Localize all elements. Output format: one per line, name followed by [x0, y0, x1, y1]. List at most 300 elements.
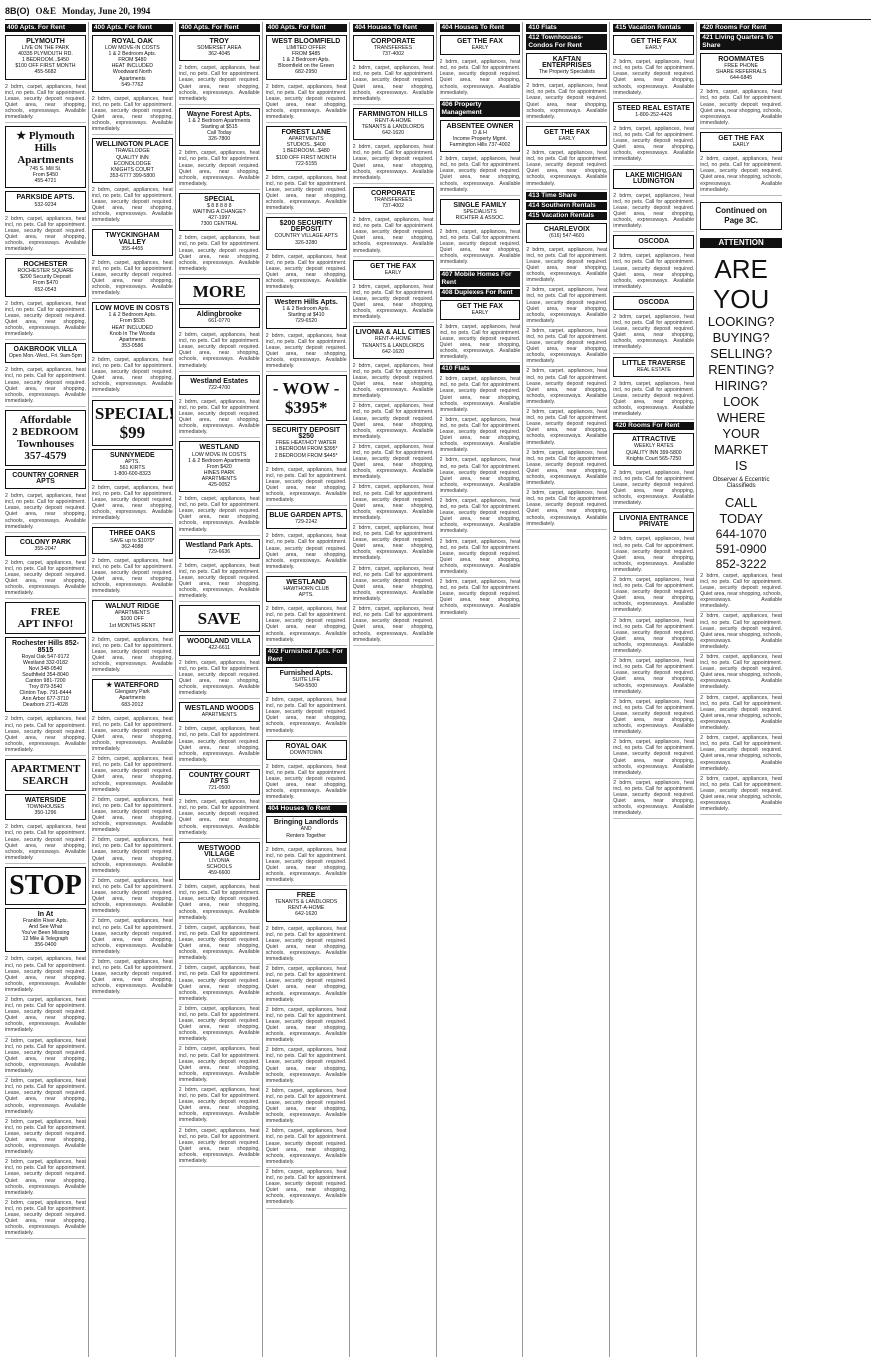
ad-line: $100 OFF FIRST MONTH [15, 63, 76, 70]
ad-line: FOREST LANE [281, 129, 331, 137]
ad-line: 1-800-600-8323 [113, 470, 151, 477]
classifieds-promo [700, 238, 782, 572]
ad-line: $99 [119, 422, 146, 442]
ad-line: APARTMENTS [288, 136, 324, 143]
ad-line: And See What [28, 924, 63, 931]
classified-text: 2 bdrm, carpet, appliances, heat incl, no pets. Call for appointment. Lease, security deposit required. Quiet area, near shopping, schools, expressways. Available immediately. [5, 996, 86, 1037]
ad-line: From $450 [32, 172, 58, 179]
classified-text: 2 bdrm, carpet, appliances, heat incl, no pets. Call for appointment. Lease, security deposit required. Quiet area, near shopping, schools, expressways. Available immediately. [353, 362, 434, 403]
classified-text: 2 bdrm, carpet, appliances, heat incl, no pets. Call for appointment. Lease, security deposit required. Quiet area, near shopping, schools, expressways. Available immediately. [179, 331, 260, 372]
continued-note [700, 202, 782, 230]
ad-line: WATERSIDE [24, 797, 66, 805]
display-ad [613, 169, 694, 189]
display-ad [266, 816, 347, 842]
promo-word: CALL [724, 494, 758, 510]
section-heading: 408 Duplexes For Rent [440, 289, 521, 297]
ad-line: Bloomfield on the Green [278, 63, 335, 70]
ad-line: In At [37, 910, 54, 918]
promo-word: IS [734, 457, 748, 473]
classified-text: 2 bdrm, carpet, appliances, heat incl, no pets. Call for appointment. Lease, security deposit required. Quiet area, near shopping, schools, expressways. Available immediately. [5, 715, 86, 756]
ad-line: 326-3280 [295, 239, 318, 246]
page-number: 8B(O) [5, 6, 30, 16]
classified-text: 2 bdrm, carpet, appliances, heat incl, no pets. Call for appointment. Lease, security deposit required. Quiet area, near shopping, schools, expressways. Available immediately. [353, 402, 434, 443]
classified-text: 2 bdrm, carpet, appliances, heat incl, no pets. Call for appointment. Lease, security deposit required. Quiet area, near shopping, schools, expressways. Available immediately. [613, 698, 694, 739]
ad-line: GET THE FAX [543, 128, 590, 136]
masthead [5, 6, 871, 20]
display-ad [266, 889, 347, 921]
section-heading: 400 Apts. For Rent [179, 24, 260, 32]
display-ad [266, 424, 347, 462]
ad-line: - WOW - [272, 379, 340, 399]
classified-text: 2 bdrm, carpet, appliances, heat incl, no pets. Call for appointment. Lease, security deposit required. Quiet area, near shopping, schools, expressways. Available immediately. [440, 456, 521, 497]
ad-line: 1 BEDROOM...$450 [21, 57, 69, 64]
ad-line: LIVONIA & ALL CITIES [355, 329, 431, 337]
display-ad [5, 908, 86, 953]
ad-line: Woodward North [112, 69, 152, 76]
ad-line: Open Mon.-Wed., Fri. 9am-5pm [8, 353, 83, 360]
ad-line: Westland Park Apts. [185, 541, 253, 549]
ad-line: OAKBROOK VILLA [13, 346, 78, 354]
ad-line: 549-5500 [295, 682, 318, 689]
display-ad [5, 343, 86, 363]
section-heading: 413 Time Share [526, 192, 607, 200]
classified-text: 2 bdrm, carpet, appliances, heat incl, no pets. Call for appointment. Lease, security deposit required. Quiet area, near shopping, schools, expressways. Available immediately. [266, 1087, 347, 1128]
classified-text: 2 bdrm, carpet, appliances, heat incl, no pets. Call for appointment. Lease, security deposit required. Quiet area, near shopping, schools, expressways. Available immediately. [92, 484, 173, 525]
display-ad [266, 576, 347, 602]
ad-line: 40335 PLYMOUTH RD. [18, 51, 73, 58]
classified-text: 2 bdrm, carpet, appliances, heat incl, no pets. Call for appointment. Lease, security deposit required. Quiet area, near shopping, schools, expressways. Available immediately. [92, 259, 173, 300]
ad-line: 12 Mile & Telegraph [22, 936, 69, 943]
ad-line: GET THE FAX [630, 38, 677, 45]
classified-text: 2 bdrm, carpet, appliances, heat incl, no pets. Call for appointment. Lease, security deposit required. Quiet area, near shopping, schools, expressways. Available immediately. [92, 356, 173, 397]
display-ad [526, 53, 607, 79]
ad-line: 355-4455 [121, 245, 144, 252]
classified-text: 2 bdrm, carpet, appliances, heat incl, no pets. Call for appointment. Lease, security deposit required. Quiet area, near shopping, schools, expressways. Available immediately. [179, 924, 260, 965]
ad-line: Novi 348-0540 [28, 665, 63, 672]
ad-line: ROOMMATES [718, 56, 765, 63]
classified-text: 2 bdrm, carpet, appliances, heat incl, no pets. Call for appointment. Lease, security deposit required. Quiet area, near shopping, schools, expressways. Available immediately. [5, 1158, 86, 1199]
ad-line: QUALITY INN 399-5800 [625, 449, 682, 456]
ad-line: 353-6777 399-5800 [109, 172, 155, 179]
ad-line: 729-2242 [295, 519, 318, 526]
classified-text: 2 bdrm, carpet, appliances, heat incl, no pets. Call for appointment. Lease, security deposit required. Quiet area, near shopping, schools, expressways. Available immediately. [179, 1086, 260, 1127]
ad-line: 422-6611 [208, 645, 231, 652]
ad-line: APTS. [124, 458, 140, 465]
display-ad [700, 132, 782, 152]
ad-title: ★ Plymouth Hills Apartments [16, 130, 75, 167]
ad-line: CORPORATE [370, 38, 416, 45]
ad-line: APARTMENTS [114, 610, 150, 617]
ad-line: Renters Together [286, 832, 326, 839]
display-ad [92, 35, 173, 92]
classified-text: 2 bdrm, carpet, appliances, heat incl, no pets. Call for appointment. Lease, security deposit required. Quiet area, near shopping, schools, expressways. Available immediately. [266, 253, 347, 294]
ad-line: WESTLAND [199, 444, 240, 452]
classified-text: 2 bdrm, carpet, appliances, heat incl, no pets. Call for appointment. Lease, security deposit required. Quiet area, near shopping, schools, expressways. Available immediately. [700, 88, 782, 129]
ad-line: FROM $485 [292, 51, 321, 58]
ad-line: Canton 981-7200 [25, 678, 66, 684]
ad-line: MORE [192, 281, 246, 301]
ad-line: Westland Estates [190, 377, 249, 385]
ad-line: GET THE FAX [370, 262, 416, 270]
ad-line: LOW MOVE IN COSTS [95, 305, 170, 313]
display-ad [179, 441, 260, 492]
ad-line: WOODLAND VILLA [187, 638, 252, 646]
classified-text: 2 bdrm, carpet, appliances, heat incl, no pets. Call for appointment. Lease, security deposit required. Quiet area, near shopping, schools, expressways. Available immediately. [179, 495, 260, 536]
ad-line: 642-1620 [382, 348, 405, 355]
ad-line: 642-1620 [382, 130, 405, 137]
classified-text: 2 bdrm, carpet, appliances, heat incl, no pets. Call for appointment. Lease, security deposit required. Quiet area, near shopping, schools, expressways. Available immediately. [353, 483, 434, 524]
display-ad [613, 512, 694, 532]
classified-text: 2 bdrm, carpet, appliances, heat incl, no pets. Call for appointment. Lease, security deposit required. Quiet area, near shopping, schools, expressways. Available immediately. [613, 58, 694, 99]
classified-text: 2 bdrm, carpet, appliances, heat incl, no pets. Call for appointment. Lease, security deposit required. Quiet area, near shopping, schools, expressways. Available immediately. [266, 174, 347, 215]
display-ad [92, 679, 173, 711]
classified-text: 2 bdrm, carpet, appliances, heat incl, no pets. Call for appointment. Lease, security deposit required. Quiet area, near shopping, schools, expressways. Available immediately. [266, 605, 347, 646]
classified-text: 2 bdrm, carpet, appliances, heat incl, no pets. Call for appointment. Lease, security deposit required. Quiet area, near shopping, schools, expressways. Available immediately. [526, 286, 607, 327]
section-heading: 410 Flats [526, 24, 607, 32]
ad-line: From $535 [119, 318, 145, 325]
ad-line: COUNTRY CORNER APTS [12, 471, 79, 486]
classified-text: 2 bdrm, carpet, appliances, heat incl, no pets. Call for appointment. Lease, security deposit required. Quiet area, near shopping, schools, expressways. Available immediately. [700, 694, 782, 735]
ad-line: 729-6636 [208, 548, 231, 555]
headline-ad [92, 400, 173, 446]
ad-line: RENT-A-HOME [374, 336, 412, 343]
display-ad [5, 258, 86, 296]
ad-line: ABSENTEE OWNER [446, 122, 514, 130]
classified-text: 2 bdrm, carpet, appliances, heat incl, no pets. Call for appointment. Lease, security deposit required. Quiet area, near shopping, schools, expressways. Available immediately. [92, 557, 173, 598]
display-ad [179, 308, 260, 328]
ad-line: 355-2047 [34, 545, 57, 552]
ad-line: LIMITED OFFER [286, 45, 326, 52]
promo-word: RENTING? [708, 361, 774, 377]
display-ad [92, 138, 173, 183]
display-ad [353, 326, 434, 358]
classified-text: 2 bdrm, carpet, appliances, heat incl, no pets. Call for appointment. Lease, security deposit required. Quiet area, near shopping, schools, expressways. Available immediately. [266, 83, 347, 124]
ad-line: 661-0770 [208, 318, 231, 324]
ad-line: Rochester Hills 852-8515 [11, 640, 79, 654]
headline-ad [5, 602, 86, 634]
ad-line: TENANTS & LANDLORDS [361, 342, 425, 349]
ad-line: Westland 332-0182 [22, 659, 68, 666]
classified-text: 2 bdrm, carpet, appliances, heat incl, no pets. Call for appointment. Lease, security deposit required. Quiet area, near shopping, schools, expressways. Available immediately. [353, 524, 434, 565]
classified-text: 2 bdrm, carpet, appliances, heat incl, no pets. Call for appointment. Lease, security deposit required. Quiet area, near shopping, schools, expressways. Available immediately. [179, 964, 260, 1005]
classified-text: 2 bdrm, carpet, appliances, heat incl, no pets. Call for appointment. Lease, security deposit required. Quiet area, near shopping, schools, expressways. Available immediately. [179, 1045, 260, 1086]
ad-line: SINGLE FAMILY [453, 201, 507, 209]
section-heading: 400 Apts. For Rent [5, 24, 86, 32]
section-heading: 420 Rooms For Rent [613, 422, 694, 430]
ad-line: Southfield 354-8040 [22, 671, 69, 678]
ad-line: HEAT INCLUDED [111, 324, 153, 331]
classified-columns [5, 22, 871, 1357]
ad-line: GET THE FAX [456, 38, 503, 45]
ad-line: FARMINGTON HILLS [358, 110, 428, 118]
classified-text: 2 bdrm, carpet, appliances, heat incl, no pets. Call for appointment. Lease, security deposit required. Quiet area, near shopping, schools, expressways. Available immediately. [700, 734, 782, 775]
classified-text: 2 bdrm, carpet, appliances, heat incl, no pets. Call for appointment. Lease, security deposit required. Quiet area, near shopping, schools, expressways. Available immediately. [440, 538, 521, 579]
classified-text: 2 bdrm, carpet, appliances, heat incl, no pets. Call for appointment. Lease, security deposit required. Quiet area, near shopping, schools, expressways. Available immediately. [353, 143, 434, 184]
ad-line: PARKSIDE APTS. [16, 194, 75, 202]
display-ad [92, 229, 173, 255]
ad-line: WAITING A CHANGE? [192, 209, 246, 216]
ad-line: Glengarry Park [114, 689, 150, 696]
ad-line: Townhouses [16, 437, 74, 450]
ad-line: RICHTER & ASSOC. [455, 214, 505, 221]
ad-line: APTS. [298, 592, 314, 599]
ad-line: APARTMENT [10, 763, 81, 776]
classified-text: 2 bdrm, carpet, appliances, heat incl, no pets. Call for appointment. Lease, security deposit required. Quiet area, near shopping, schools, expressways. Available immediately. [92, 836, 173, 877]
section-heading: 406 Property Management [440, 101, 521, 117]
section-heading: 415 Vacation Rentals [613, 24, 694, 32]
ad-line: ★ WATERFORD [105, 682, 159, 690]
section-heading: 415 Vacation Rentals [526, 212, 607, 220]
classified-text: 2 bdrm, carpet, appliances, heat incl, no pets. Call for appointment. Lease, security deposit required. Quiet area, near shopping, schools, expressways. Available immediately. [179, 1127, 260, 1168]
ad-line: BLUE GARDEN APTS. [269, 512, 343, 520]
ad-line: QUALITY INN [116, 154, 149, 161]
column-1 [5, 22, 89, 1357]
column-5 [353, 22, 437, 1357]
ad-line: 362-4088 [121, 543, 144, 550]
ad-line: 737-4002 [382, 51, 405, 58]
ad-line: Call Today [207, 130, 232, 137]
ad-line: ROYAL OAK [285, 742, 327, 750]
ad-line: (616) 547-4601 [549, 232, 585, 239]
classified-text: 2 bdrm, carpet, appliances, heat incl, no pets. Call for appointment. Lease, security deposit required. Quiet area, near shopping, schools, expressways. Available immediately. [92, 755, 173, 796]
classified-text: 2 bdrm, carpet, appliances, heat incl, no pets. Call for appointment. Lease, security deposit required. Quiet area, near shopping, schools, expressways. Available immediately. [700, 775, 782, 816]
classified-text: 2 bdrm, carpet, appliances, heat incl, no pets. Call for appointment. Lease, security deposit required. Quiet area, near shopping, schools, expressways. Available immediately. [526, 327, 607, 368]
ad-line: WALNUT RIDGE [105, 603, 160, 611]
display-ad [92, 600, 173, 632]
display-ad [266, 217, 347, 249]
display-ad [526, 126, 607, 146]
classified-text: 2 bdrm, carpet, appliances, heat incl, no pets. Call for appointment. Lease, security deposit required. Quiet area, near shopping, schools, expressways. Available immediately. [613, 192, 694, 233]
ad-line: TRAVELODGE [114, 148, 150, 155]
display-ad [5, 35, 86, 80]
classified-text: 2 bdrm, carpet, appliances, heat incl, no pets. Call for appointment. Lease, security deposit required. Quiet area, near shopping, schools, expressways. Available immediately. [526, 408, 607, 449]
ad-line: STEED REAL ESTATE [617, 104, 691, 112]
ad-line: GET THE FAX [456, 302, 503, 310]
ad-line: ECONOLODGE [113, 160, 151, 167]
promo-word: HIRING? [714, 377, 768, 393]
ad-line: TENANTS & LANDLORDS [361, 124, 425, 131]
section-heading: 421 Living Quarters To Share [700, 34, 782, 50]
headline-ad [266, 375, 347, 421]
display-ad [440, 199, 521, 225]
display-ad [5, 191, 86, 211]
display-ad [613, 35, 694, 55]
headline-ad [5, 410, 86, 466]
ad-line: SPECIALISTS [463, 208, 497, 215]
phone-list-ad [5, 637, 86, 712]
section-heading: 404 Houses To Rent [353, 24, 434, 32]
ad-line: SOMERSET AREA [197, 45, 242, 52]
classified-text: 2 bdrm, carpet, appliances, heat incl, no pets. Call for appointment. Lease, security deposit required. Quiet area, near shopping, schools, expressways. Available immediately. [353, 216, 434, 257]
ad-line: From $420 [206, 463, 232, 470]
ad-line: D & H [473, 129, 487, 136]
promo-word: ARE [714, 253, 768, 284]
column-4 [266, 22, 350, 1357]
display-ad [92, 449, 173, 481]
ad-line: TRANSFEREES [373, 196, 413, 203]
display-ad [353, 35, 434, 61]
display-ad [266, 509, 347, 529]
classified-text: 2 bdrm, carpet, appliances, heat incl, no pets. Call for appointment. Lease, security deposit required. Quiet area, near shopping, schools, expressways. Available immediately. [266, 466, 347, 507]
ad-line: From $470 [32, 280, 58, 287]
promo-word: TODAY [719, 510, 763, 526]
ad-line: CORPORATE [370, 189, 416, 197]
ad-line: STOP [9, 869, 82, 901]
display-ad [179, 842, 260, 880]
ad-line: 642-1620 [295, 911, 318, 918]
ad-line: FREE [296, 892, 316, 900]
classified-text: 2 bdrm, carpet, appliances, heat incl, no pets. Call for appointment. Lease, security deposit required. Quiet area, near shopping, schools, expressways. Available immediately. [526, 149, 607, 190]
ad-line: Furnished Apts. [279, 669, 333, 677]
classified-text: 2 bdrm, carpet, appliances, heat incl, no pets. Call for appointment. Lease, security deposit required. Quiet area, near shopping, schools, expressways. Available immediately. [266, 846, 347, 887]
ad-line: HAWTHORN CLUB [283, 586, 329, 592]
classified-text: 2 bdrm, carpet, appliances, heat incl, no pets. Call for appointment. Lease, security deposit required. Quiet area, near shopping, schools, expressways. Available immediately. [5, 215, 86, 256]
display-ad [613, 102, 694, 122]
ad-line: COUNTRY COURT APTS [188, 771, 250, 785]
ad-line: 7300 CENTRAL [200, 221, 238, 228]
classified-text: 2 bdrm, carpet, appliances, heat incl, no pets. Call for appointment. Lease, security deposit required. Quiet area, near shopping, schools, expressways. Available immediately. [5, 366, 86, 407]
ad-line: Aldingbrooke [196, 310, 242, 318]
classified-text: 2 bdrm, carpet, appliances, heat incl, no pets. Call for appointment. Lease, security deposit required. Quiet area, near shopping, schools, expressways. Available immediately. [92, 877, 173, 918]
paper-name: O&E [35, 6, 57, 16]
classified-text: 2 bdrm, carpet, appliances, heat incl, no pets. Call for appointment. Lease, security deposit required. Quiet area, near shopping, schools, expressways. Available immediately. [5, 1118, 86, 1159]
classified-text: 2 bdrm, carpet, appliances, heat incl, no pets. Call for appointment. Lease, security deposit required. Quiet area, near shopping, schools, expressways. Available immediately. [179, 1005, 260, 1046]
ad-line: ROCHESTER [23, 261, 68, 269]
classified-text: 2 bdrm, carpet, appliances, heat incl, no pets. Call for appointment. Lease, security deposit required. Quiet area, near shopping, schools, expressways. Available immediately. [92, 958, 173, 999]
ad-line: 1 & 2 Bedroom Apartments [188, 117, 251, 124]
ad-line: LITTLE TRAVERSE [622, 359, 686, 367]
ad-line: TOWNHOUSES [26, 804, 65, 811]
ad-line: Apartments [119, 695, 146, 702]
section-heading: 420 Rooms For Rent [700, 24, 782, 32]
ad-line: RENT-A-HOME [374, 117, 412, 124]
classified-text: 2 bdrm, carpet, appliances, heat incl, no pets. Call for appointment. Lease, security deposit required. Quiet area, near shopping, schools, expressways. Available immediately. [92, 186, 173, 227]
classified-text: 2 bdrm, carpet, appliances, heat incl, no pets. Call for appointment. Lease, security deposit required. Quiet area, near shopping, schools, expressways. Available immediately. [613, 617, 694, 658]
classified-text: 2 bdrm, carpet, appliances, heat incl, no pets. Call for appointment. Lease, security deposit required. Quiet area, near shopping, schools, expressways. Available immediately. [5, 300, 86, 341]
ad-line: PLYMOUTH [26, 38, 65, 45]
ad-line: GET THE FAX [718, 134, 765, 142]
ad-line: LAKE MICHIGAN LUDINGTON [625, 171, 682, 185]
ad-line: Starting at $410 [287, 312, 325, 319]
promo-word: LOOK [723, 393, 760, 409]
ad-line: 459-6600 [208, 870, 231, 877]
classified-text: 2 bdrm, carpet, appliances, heat incl, no pets. Call for appointment. Lease, security deposit required. Quiet area, near shopping, schools, expressways. Available immediately. [92, 95, 173, 136]
ad-line: LIVONIA [209, 857, 230, 864]
ad-line: 1 BEDROOM FROM $395* [274, 446, 338, 453]
ad-line: 1 & 2 Bedroom Apts. [108, 51, 157, 58]
ad-line: 745 S. Mill St. [29, 166, 62, 173]
ad-line: Knights Court 565-7250 [626, 455, 682, 462]
classified-text: 2 bdrm, carpet, appliances, heat incl, no pets. Call for appointment. Lease, security deposit required. Quiet area, near shopping, schools, expressways. Available immediately. [5, 955, 86, 996]
ad-line: RENT-A-HOME [287, 905, 325, 912]
ad-line: 644-6845 [730, 75, 753, 82]
classified-text: 2 bdrm, carpet, appliances, heat incl, no pets. Call for appointment. Lease, security deposit required. Quiet area, near shopping, schools, expressways. Available immediately. [440, 375, 521, 416]
display-ad [179, 375, 260, 395]
ad-line: 737-4002 [382, 202, 405, 209]
display-ad [92, 302, 173, 353]
ad-line: SUNNYMEDE [109, 451, 155, 459]
ad-line: 326-7800 [208, 136, 231, 143]
display-ad [266, 740, 347, 760]
classified-text: 2 bdrm, carpet, appliances, heat incl, no pets. Call for appointment. Lease, security deposit required. Quiet area, near shopping, schools, expressways. Available immediately. [266, 696, 347, 737]
promo-word: YOU [712, 283, 770, 314]
classified-text: 2 bdrm, carpet, appliances, heat incl, no pets. Call for appointment. Lease, security deposit required. Quiet area, near shopping, schools, expressways. Available immediately. [700, 155, 782, 196]
classified-text: 2 bdrm, carpet, appliances, heat incl, no pets. Call for appointment. Lease, security deposit required. Quiet area, near shopping, schools, expressways. Available immediately. [440, 416, 521, 457]
ad-line: SEARCH [22, 775, 69, 788]
classified-text: 2 bdrm, carpet, appliances, heat incl, no pets. Call for appointment. Lease, security deposit required. Quiet area, near shopping, schools, expressways. Available immediately. [92, 917, 173, 958]
ad-line: WESTLAND [286, 578, 326, 586]
ad-line: EARLY [471, 309, 489, 316]
ad-line: 357-4579 [24, 449, 67, 462]
ad-line: 2 BEDROOM FROM $445* [274, 452, 338, 459]
ad-line: EARLY [732, 142, 750, 149]
ad-line: SECURITY DEPOSIT $250 [272, 427, 341, 441]
ad-line: HEAT INCLUDED [111, 63, 153, 70]
ad-line: WESTWOOD VILLAGE [197, 844, 241, 858]
display-ad [179, 769, 260, 795]
ad-line: COUNTRY VILLAGE APTS [274, 233, 338, 240]
ad-line: WESTLAND WOODS [184, 705, 254, 713]
display-ad [613, 235, 694, 249]
headline-ad [179, 605, 260, 632]
headline-ad [5, 867, 86, 905]
ad-line: 1 & 2 Bedroom Apartments [188, 457, 251, 464]
ad-line: SUITE LIFE [292, 676, 320, 683]
issue-date: Monday, June 20, 1994 [62, 6, 151, 16]
classified-text: 2 bdrm, carpet, appliances, heat incl, no pets. Call for appointment. Lease, security deposit required. Quiet area, near shopping, schools, expressways. Available immediately. [440, 155, 521, 196]
classified-text: 2 bdrm, carpet, appliances, heat incl, no pets. Call for appointment. Lease, security deposit required. Quiet area, near shopping, schools, expressways. Available immediately. [526, 367, 607, 408]
section-heading: 400 Apts. For Rent [92, 24, 173, 32]
ad-line: SPECIAL! [94, 403, 175, 423]
ad-line: TRANSFEREES [373, 45, 413, 52]
ad-line: 427-1997 [208, 215, 231, 222]
ad-line: 425-0052 [208, 481, 231, 488]
ad-line: Continued on [715, 205, 767, 215]
display-ad [613, 296, 694, 310]
ad-line: APARTMENTS [201, 712, 237, 719]
classified-text: 2 bdrm, carpet, appliances, heat incl, no pets. Call for appointment. Lease, security deposit required. Quiet area, near shopping, schools, expressways. Available immediately. [440, 323, 521, 364]
ad-line: Affordable [19, 413, 72, 426]
display-ad [179, 702, 260, 722]
classified-text: 2 bdrm, carpet, appliances, heat incl, no pets. Call for appointment. Lease, security deposit required. Quiet area, near shopping, schools, expressways. Available immediately. [613, 779, 694, 820]
ad-line: 561 KIRTS [119, 464, 145, 471]
ad-line: 722-4700 [208, 384, 231, 391]
classified-text: 2 bdrm, carpet, appliances, heat incl, no pets. Call for appointment. Lease, security deposit required. Quiet area, near shopping, schools, expressways. Available immediately. [526, 246, 607, 287]
ad-line: APT INFO! [17, 618, 74, 631]
ad-line: THREE OAKS [109, 530, 156, 538]
ad-line: EARLY [471, 45, 489, 52]
ad-line: Western Hills Apts. [274, 299, 338, 307]
ad-line: 721-0500 [208, 785, 231, 792]
ad-line: REAL ESTATE [636, 366, 671, 373]
classified-text: 2 bdrm, carpet, appliances, heat incl, no pets. Call for appointment. Lease, security deposit required. Quiet area, near shopping, schools, expressways. Available immediately. [179, 659, 260, 700]
ad-line: TENANTS & LANDLORDS [275, 899, 338, 906]
ad-line: 1st MONTHS RENT [109, 622, 156, 629]
ad-line: EARLY [558, 135, 576, 142]
ad-line: TROY [209, 38, 229, 45]
promo-phone: 852-3222 [715, 556, 767, 571]
ad-line: WEEKLY RATES [633, 443, 674, 450]
ad-line: Troy 879-3540 [28, 684, 63, 691]
ad-line: OSCODA [638, 298, 670, 306]
ad-line: $100 OFF FIRST MONTH [276, 154, 337, 161]
classified-text: 2 bdrm, carpet, appliances, heat incl, no pets. Call for appointment. Lease, security deposit required. Quiet area, near shopping, schools, expressways. Available immediately. [440, 228, 521, 269]
classified-text: 2 bdrm, carpet, appliances, heat incl, no pets. Call for appointment. Lease, security deposit required. Quiet area, near shopping, schools, expressways. Available immediately. [5, 1199, 86, 1240]
display-ad [179, 635, 260, 655]
ad-line: SPECIAL [204, 195, 235, 203]
classified-text: 2 bdrm, carpet, appliances, heat incl, no pets. Call for appointment. Lease, security deposit required. Quiet area, near shopping, schools, expressways. Available immediately. [526, 82, 607, 123]
ad-line: Page 3C. [724, 215, 759, 225]
